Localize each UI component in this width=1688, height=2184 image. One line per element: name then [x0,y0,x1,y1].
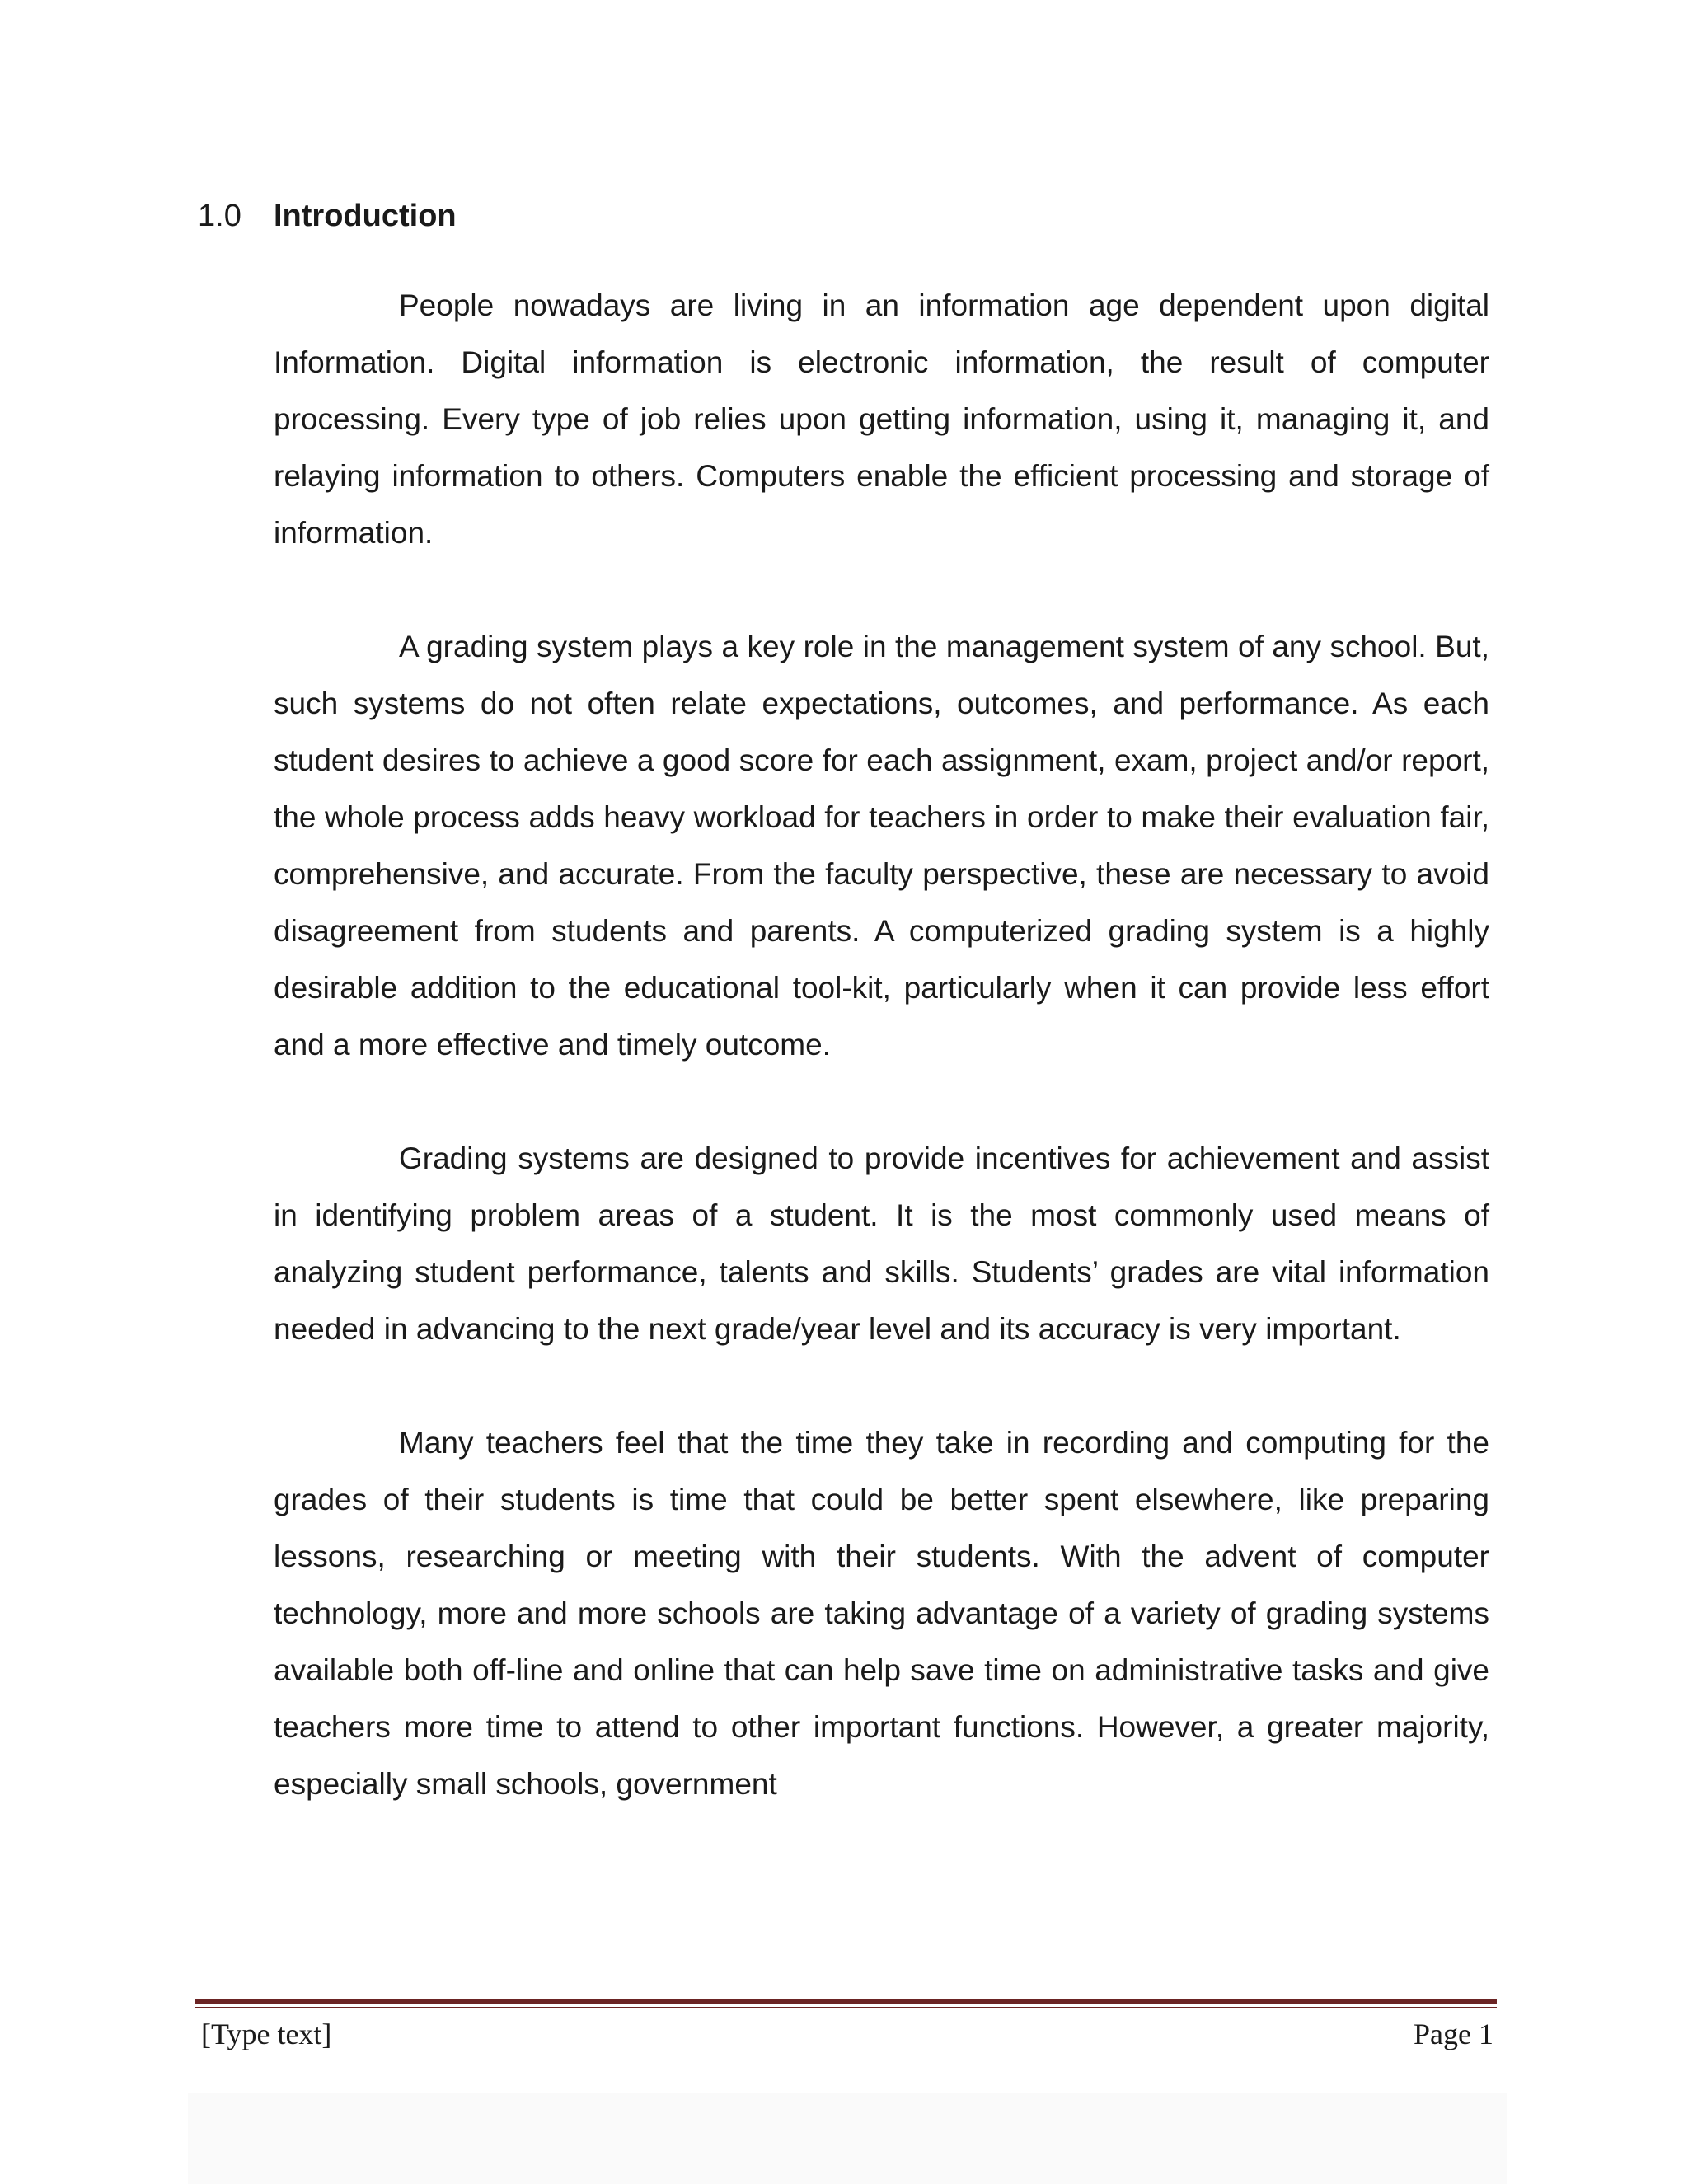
bottom-margin [188,2093,1507,2184]
footer-rule-thin [195,2007,1497,2008]
paragraph-4: Many teachers feel that the time they take in recording and computing for the grades of their students is time that could be better spent elsewhere, like preparing lessons, researching or meeting with their students. With the advent of computer technology, more and more schools are taking advantage of a variety of grading systems available both off-line and online that can help save time on administrative tasks and give teachers more time to attend to other important functions. However, a greater majority, especially small schools, government [274,1426,1489,1801]
paragraph-1: People nowadays are living in an information age dependent upon digital Information. Digital information is electronic information, the result of computer processing. Every type of job relies upon getting information, using it, managing it, and relaying information to others. Computers enable the efficient processing and storage of information. [274,288,1489,550]
page-number: Page 1 [1414,2018,1493,2050]
footer-rule [195,1999,1497,2008]
paragraph-2: A grading system plays a key role in the management system of any school. But, such systems do not often relate expectations, outcomes, and performance. As each student desires to achieve a good score for each assignment, exam, project and/or report, the whole process adds heavy workload for teachers in order to make their evaluation fair, comprehensive, and accurate. From the faculty perspective, these are necessary to avoid disagreement from students and parents. A computerized grading system is a highly desirable addition to the educational tool-kit, particularly when it can provide less effort and a more effective and timely outcome. [274,630,1489,1062]
paragraph-3: Grading systems are designed to provide incentives for achievement and assist in identifying problem areas of a student. It is the most commonly used means of analyzing student performance, talents and skills. Students’ grades are vital information needed in advancing to the next grade/year level and its accuracy is very important. [274,1141,1489,1346]
section-heading [198,194,457,237]
section-number: 1.0 [198,199,241,233]
document-body [274,277,1489,1869]
footer-rule-thick [195,1999,1497,2004]
section-title: Introduction [274,199,457,233]
footer-placeholder-text: [Type text] [201,2018,332,2050]
